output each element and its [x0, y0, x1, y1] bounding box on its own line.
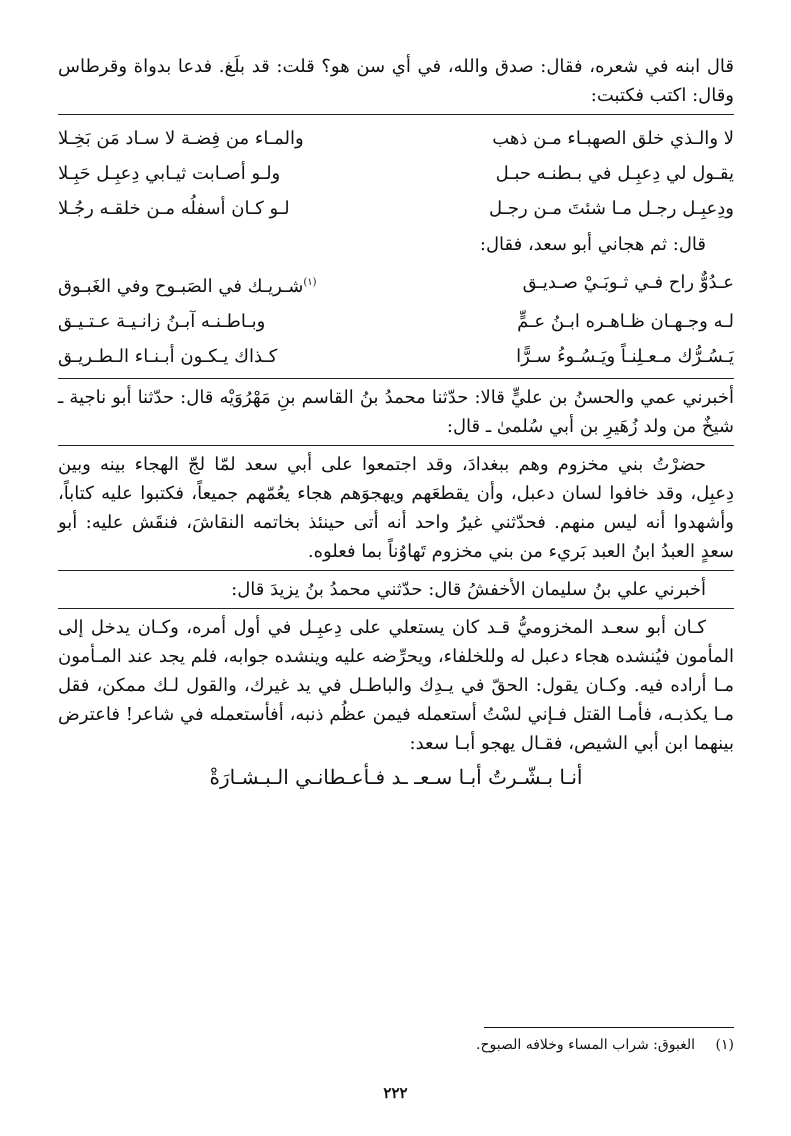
second-hemistich: والمـاء من فِضـة لا سـاد مَن بَخِـلا: [58, 128, 304, 149]
section-divider: [58, 114, 734, 115]
second-hemistich: وبـاطـنـه آبـنُ زانـيـة عـتـيـق: [58, 311, 266, 332]
page-body: [58, 52, 734, 794]
section-divider: [58, 570, 734, 571]
verse-3: أنـا بـشّـرتُ أبـا سـعـ ـد فـأعـطانـي الـبـشـارَةْ: [209, 765, 583, 789]
footnote: [476, 1035, 734, 1055]
section-divider: [58, 608, 734, 609]
section-divider: [58, 378, 734, 379]
section-divider: [58, 445, 734, 446]
poem-2: [58, 265, 734, 374]
second-hemistich-text: شـريـك في الصَبـوح وفي الغَبـوق: [58, 276, 304, 297]
verse-line: [58, 156, 734, 191]
first-hemistich: لـه وجـهـان ظـاهـره ابـنُ عـمٍّ: [517, 311, 734, 332]
first-hemistich: يَـسُـرُّك مـعـلِنـاً ويَـسُـوءُ سـرًّا: [516, 346, 734, 367]
second-hemistich: ولـو أصـابت ثيـابي دِعبِـل حَبِـلا: [58, 163, 281, 184]
isnad-2: أخبرني علي بنُ سليمان الأخفشُ قال: حدّثني محمدُ بنُ يزيدَ قال:: [231, 579, 706, 600]
second-hemistich: لـو كـان أسفلُه مـن خلقـه رجُـلا: [58, 198, 290, 219]
verse-line: [58, 265, 734, 304]
footnote-marker: (١): [303, 277, 317, 288]
first-hemistich: لا والـذي خلق الصهبـاء مـن ذهب: [492, 128, 734, 149]
verse-line: [58, 191, 734, 226]
intro-2: قال: ثم هجاني أبو سعد، فقال:: [479, 234, 706, 255]
isnad-1: أخبرني عمي والحسنُ بن عليٍّ قالا: حدّثنا محمدُ بنُ القاسم بنِ مَهْرُوَيْه قال: حدّثنا أبو ناجية ـ شيخٌ من ولد زُهَيرِ بن أبي سُلمىٰ ـ قال:: [58, 387, 734, 437]
page-number: ٢٢٢: [383, 1084, 408, 1102]
footnote-rule: [484, 1027, 734, 1028]
verse-line: [58, 304, 734, 339]
second-hemistich: [58, 265, 368, 304]
verse-line: [58, 339, 734, 374]
paragraph-1: حضرْتُ بني مخزوم وهم ببغدادَ، وقد اجتمعوا على أبي سعد لمّا لجّ الهجاء بينه وبين دِعبِل، وقد خافوا لسان دعبل، وأن يقطعَهم ويهجوَهم هجاء يعُمّهم جميعاً، فكتبوا عليه كتاباً، وأشهدوا أنه ليس منهم. فحدّثني غيرُ واحد أنه أتى حينئذ بخاتمه النقاشَ، فنقَش عليه: أبو سعدٍ العبدُ ابنُ العبد بَريء من بني مخزوم تَهاوُناً بما فعلوه.: [58, 454, 734, 562]
first-hemistich: ودِعبِـل رجـل مـا شئتَ مـن رجـل: [488, 198, 734, 219]
second-hemistich: كـذاك يـكـون أبـنـاء الـطـريـق: [58, 346, 278, 367]
paragraph-2: كـان أبو سعـد المخزوميُّ قـد كان يستعلي على دِعبِـل في أول أمره، وكـان يدخل إلى المأمون فيُنشده هجاء دعبل له وللخلفاء، ويحرِّضه عليه وينشده جوابه، فلم يجد عند المـأمون مـا أراده فيه. وكـان يقول: الحقّ في يـدِك والباطـل في يد غيرك، والقول لـك ممكن، فقل مـا يكذبـه، فأمـا القتل فـإني لسْتُ أستعمله فيمن عظُم ذنبه، أفأستعمله في شاعر! فاعترض بينهما ابن أبي الشيص، فقـال يهجو أبـا سعد:: [58, 617, 734, 754]
poem-1: [58, 121, 734, 226]
footnote-number: (١): [715, 1037, 734, 1053]
footnote-text: الغبوق: شراب المساء وخلافه الصبوح.: [476, 1037, 696, 1053]
first-hemistich: عـدُوٌّ راح فـي ثـوبَـيْ صـديـق: [522, 272, 734, 293]
first-hemistich: يقـول لي دِعبِـل في بـطنـه حبـل: [495, 163, 734, 184]
verse-line: [58, 121, 734, 156]
intro-paragraph: قال ابنه في شعره، فقال: صدق والله، في أي سن هو؟ قلت: قد بلَغ. فدعا بدواة وقرطاس وقال: اكتب فكتبت:: [58, 56, 734, 106]
